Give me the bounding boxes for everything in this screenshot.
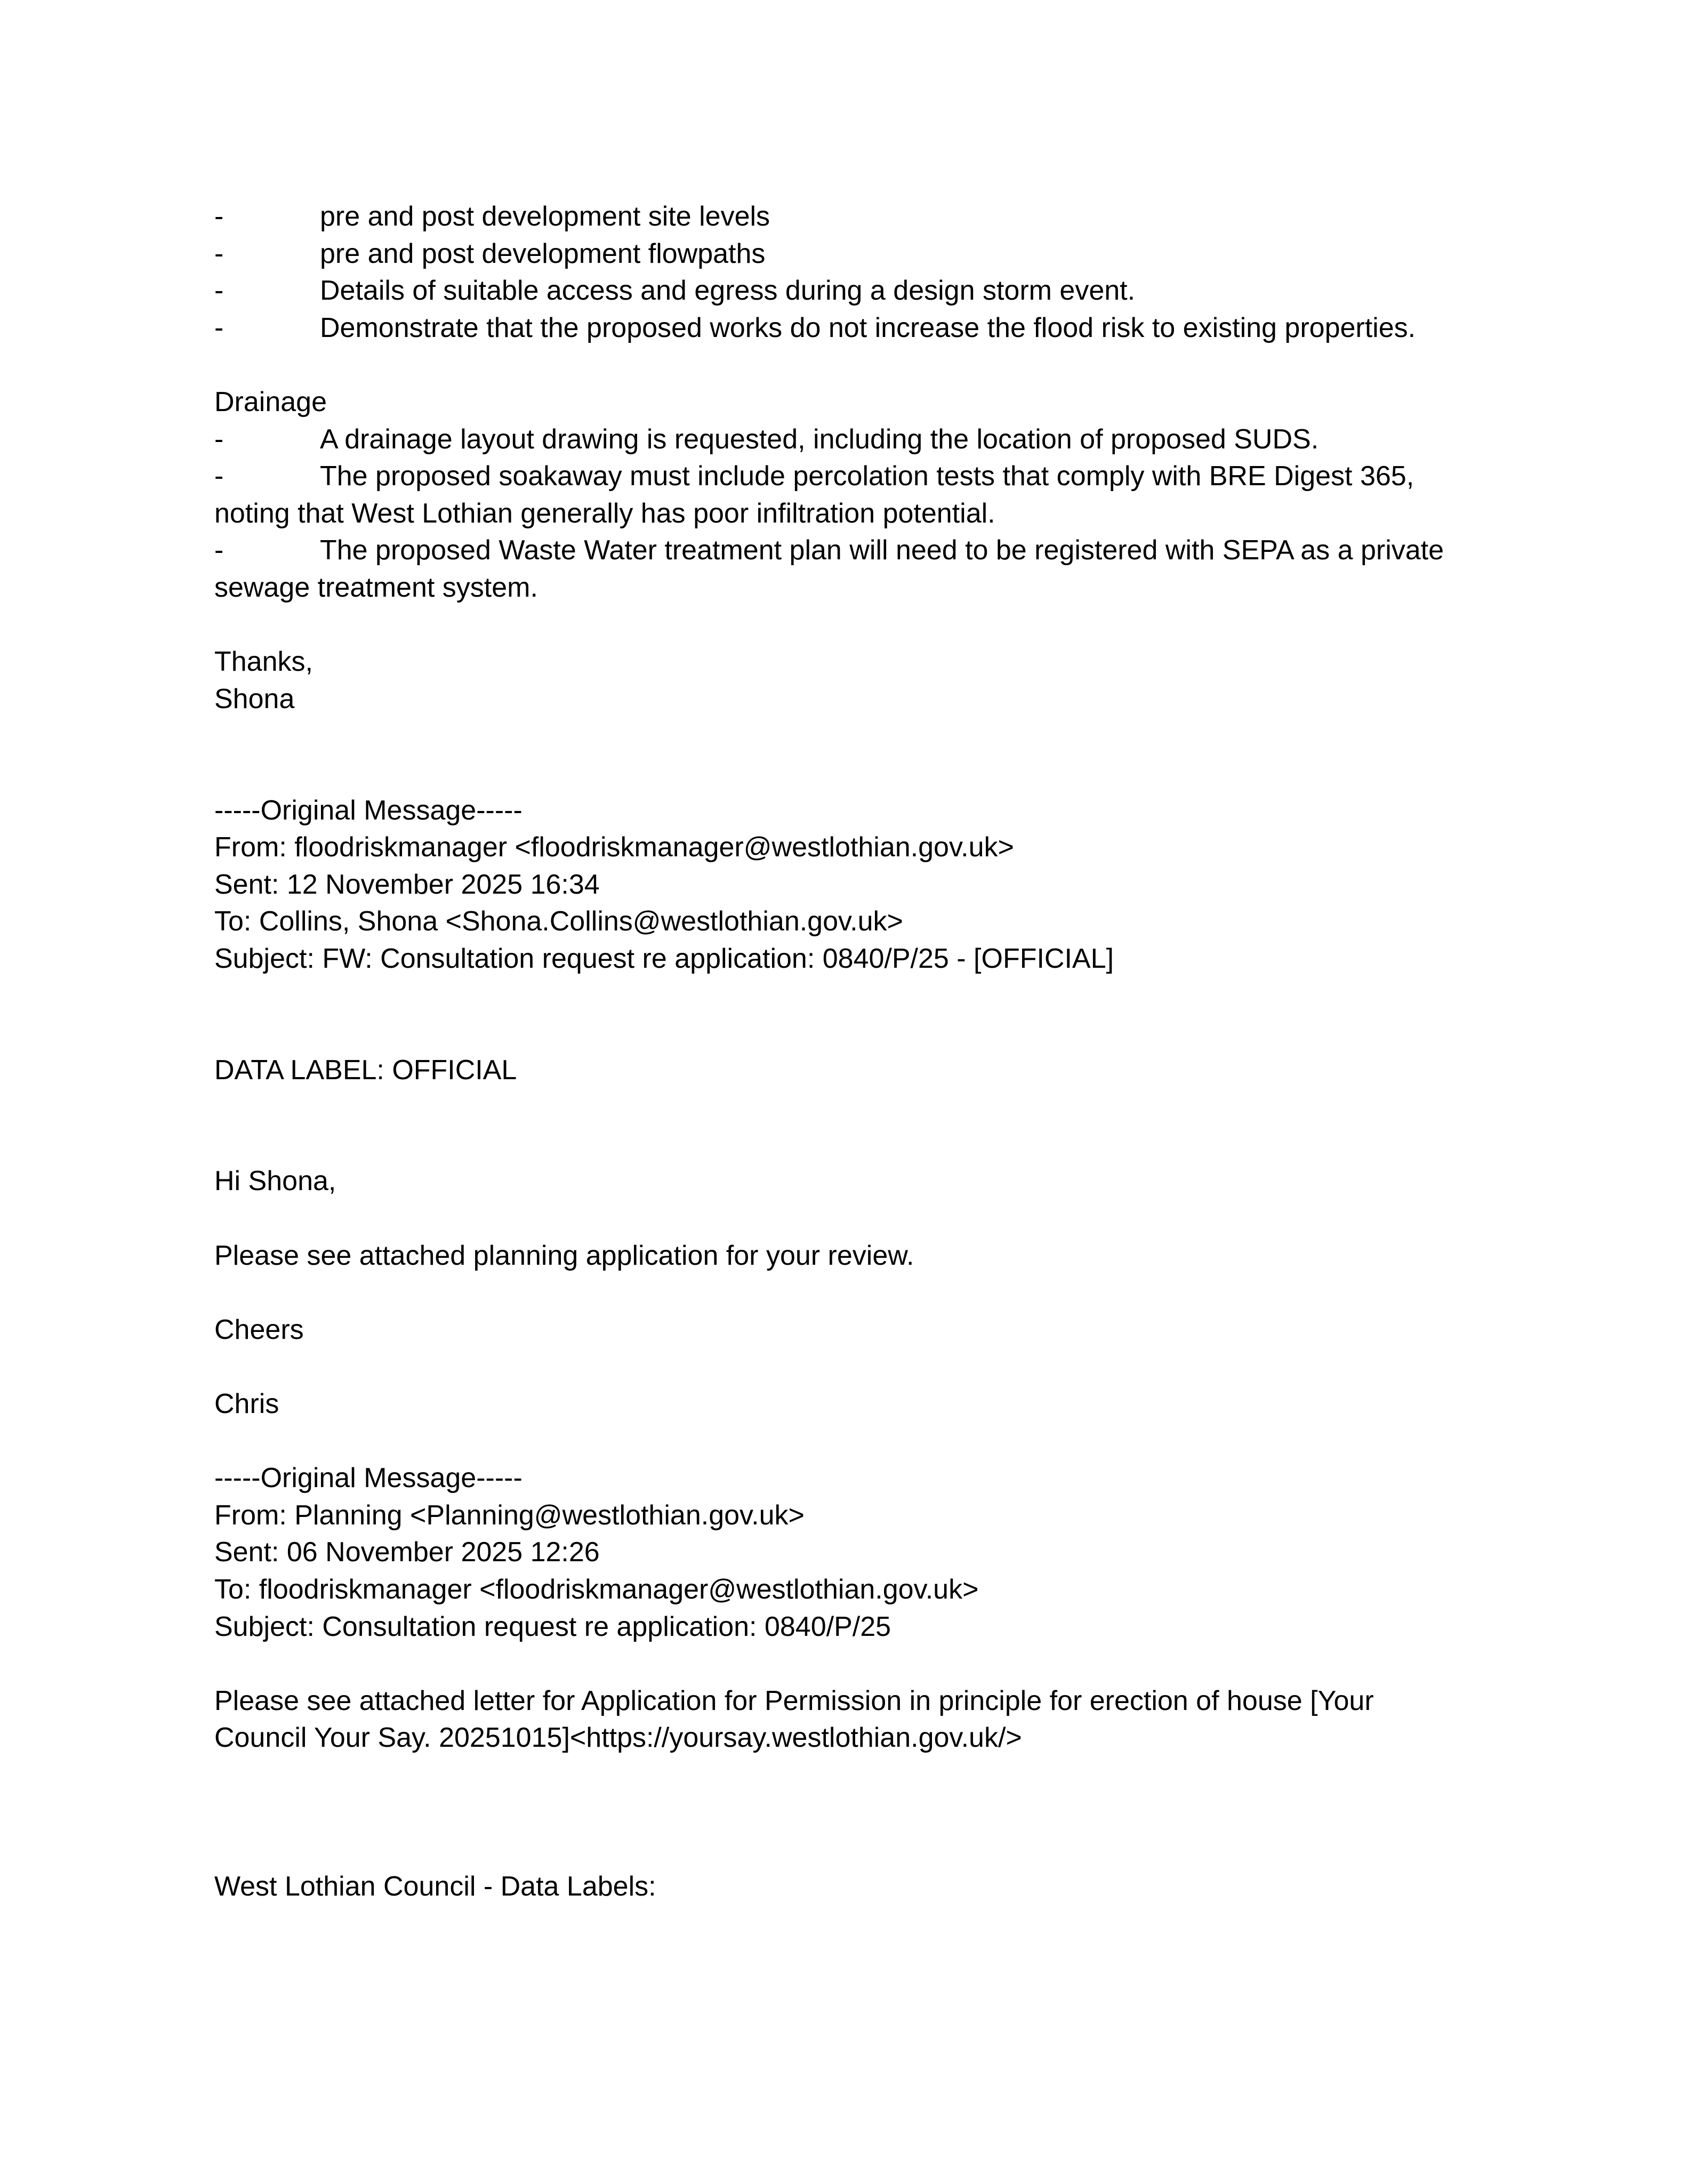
greeting: Hi Shona, <box>214 1166 336 1197</box>
bullet-dash: - <box>214 275 224 307</box>
list-item-continuation: sewage treatment system. <box>214 572 538 603</box>
email-body <box>214 198 1462 1905</box>
list-item-text: A drainage layout drawing is requested, including the location of proposed SUDS. <box>320 423 1319 455</box>
list-item-text: The proposed Waste Water treatment plan will need to be registered with SEPA as a private <box>320 535 1444 566</box>
closing: Cheers <box>214 1314 304 1345</box>
bullet-dash: - <box>214 535 224 566</box>
bullet-dash: - <box>214 312 224 343</box>
list-item <box>214 532 1462 569</box>
list-item-text: pre and post development flowpaths <box>320 238 766 269</box>
original-message-separator: -----Original Message----- <box>214 794 523 826</box>
signoff-thanks: Thanks, <box>214 646 313 678</box>
bullet-dash: - <box>214 238 224 269</box>
data-label: DATA LABEL: OFFICIAL <box>214 1054 517 1086</box>
original-message-separator: -----Original Message----- <box>214 1463 523 1494</box>
list-item-text: pre and post development site levels <box>320 201 770 232</box>
list-item <box>214 421 1462 459</box>
signoff-name: Shona <box>214 683 295 714</box>
bullet-dash: - <box>214 423 224 455</box>
bullet-dash: - <box>214 461 224 492</box>
section-heading-drainage: Drainage <box>214 386 327 417</box>
list-item-continuation: noting that West Lothian generally has poor infiltration potential. <box>214 497 995 529</box>
sender-name: Chris <box>214 1388 279 1419</box>
data-labels-footer: West Lothian Council - Data Labels: <box>214 1870 656 1902</box>
list-item-text: Demonstrate that the proposed works do not increase the flood risk to existing properties. <box>320 312 1416 343</box>
header-from: From: Planning <Planning@westlothian.gov.uk> <box>214 1499 805 1531</box>
header-sent: Sent: 12 November 2025 16:34 <box>214 869 600 900</box>
header-sent: Sent: 06 November 2025 12:26 <box>214 1537 600 1568</box>
message-body: Please see attached letter for Application for Permission in principle for erection of house [Your <box>214 1685 1374 1716</box>
list-item <box>214 272 1462 310</box>
header-subject: Subject: Consultation request re application: 0840/P/25 <box>214 1611 891 1642</box>
header-to: To: floodriskmanager <floodriskmanager@westlothian.gov.uk> <box>214 1573 979 1605</box>
message-body: Please see attached planning application for your review. <box>214 1240 914 1271</box>
list-item <box>214 310 1462 347</box>
list-item-text: Details of suitable access and egress during a design storm event. <box>320 275 1136 307</box>
list-item <box>214 458 1462 495</box>
list-item-text: The proposed soakaway must include percolation tests that comply with BRE Digest 365, <box>320 461 1414 492</box>
list-item <box>214 236 1462 273</box>
header-to: To: Collins, Shona <Shona.Collins@westlothian.gov.uk> <box>214 906 903 937</box>
message-body-link[interactable]: Council Your Say. 20251015]<https://yoursay.westlothian.gov.uk/> <box>214 1722 1022 1754</box>
list-item <box>214 198 1462 236</box>
bullet-dash: - <box>214 201 224 232</box>
header-from: From: floodriskmanager <floodriskmanager@westlothian.gov.uk> <box>214 832 1014 863</box>
header-subject: Subject: FW: Consultation request re application: 0840/P/25 - [OFFICIAL] <box>214 943 1114 974</box>
